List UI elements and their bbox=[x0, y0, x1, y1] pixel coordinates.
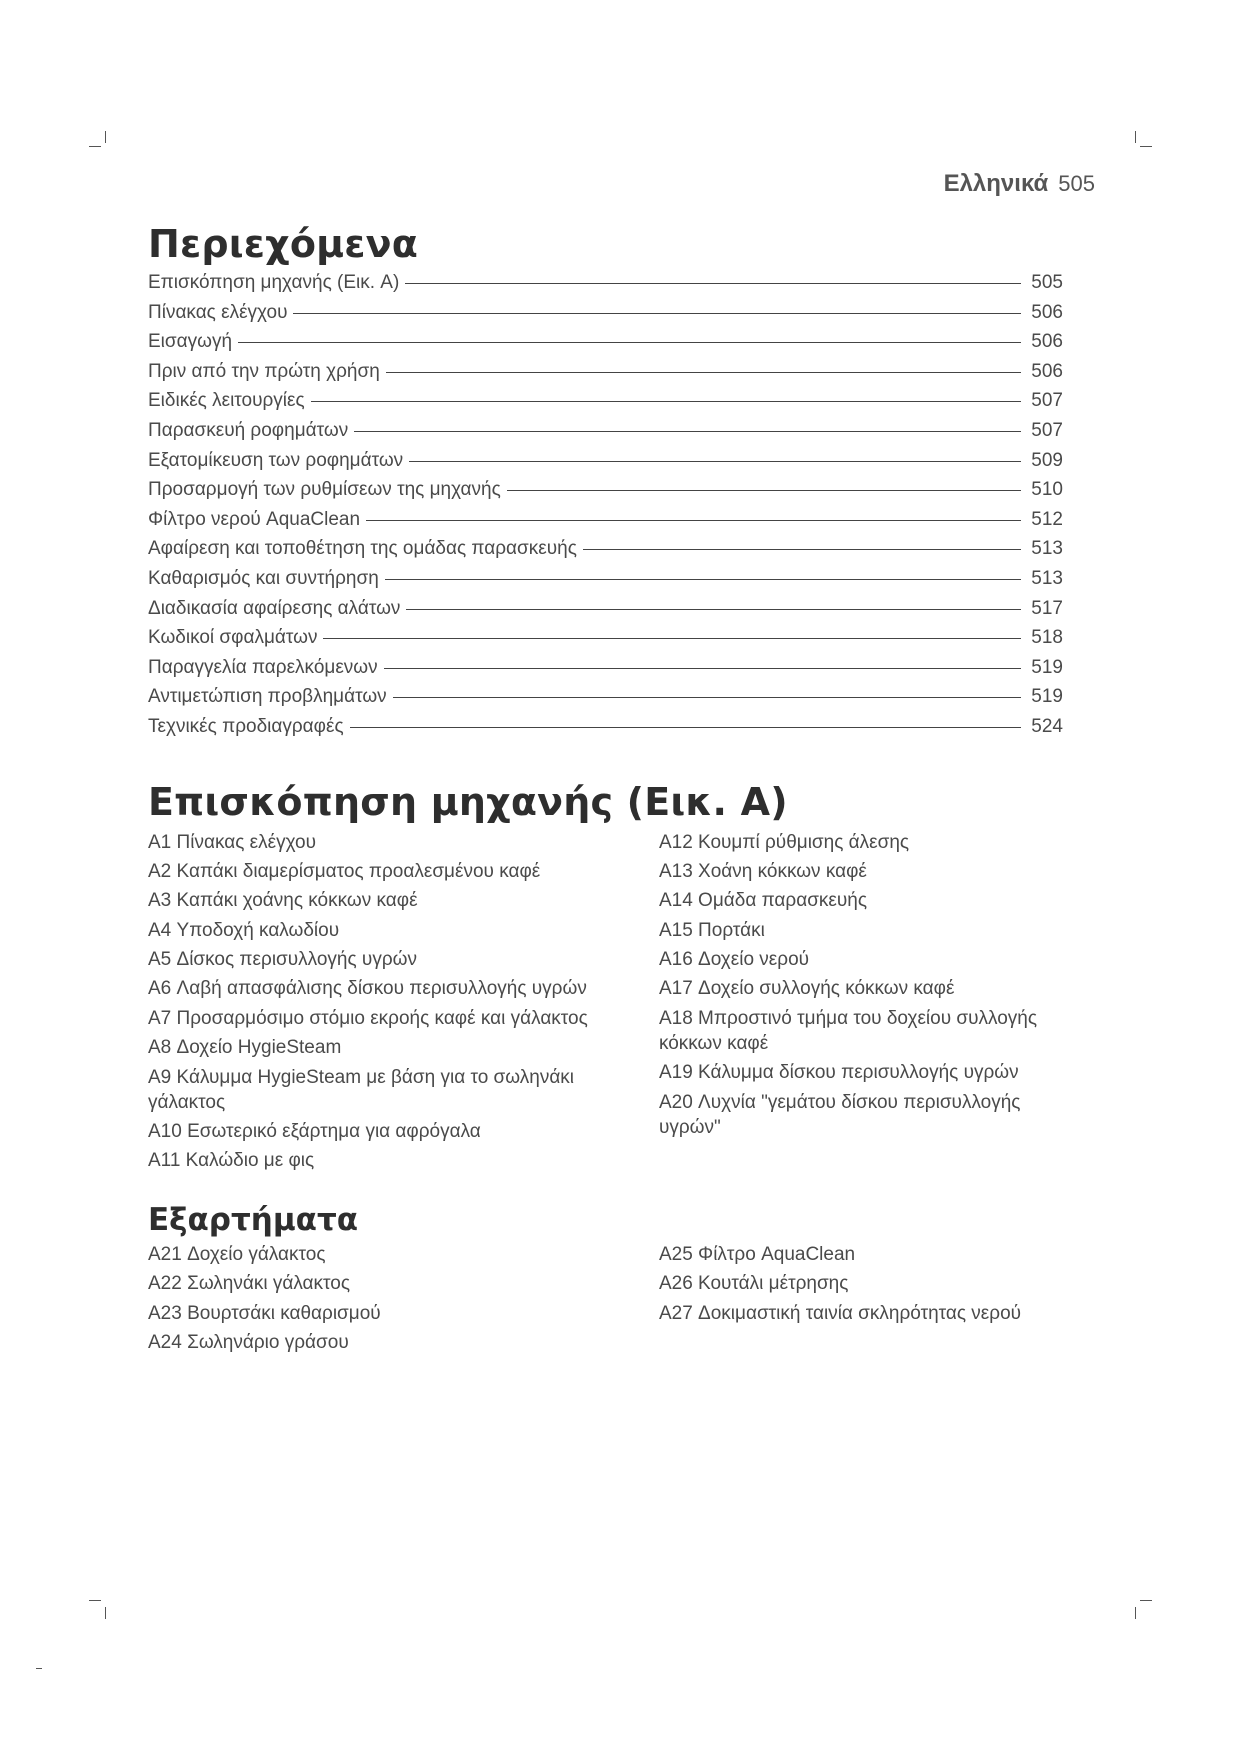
crop-mark bbox=[1140, 1600, 1152, 1601]
toc-entry-label: Επισκόπηση μηχανής (Εικ. A) bbox=[148, 272, 400, 293]
toc-entry[interactable] bbox=[148, 361, 1063, 391]
overview-item: A20 Λυχνία "γεμάτου δίσκου περισυλλογής υγρών" bbox=[658, 1091, 1021, 1138]
toc-entry[interactable] bbox=[148, 686, 1063, 716]
toc-entry-page: 509 bbox=[1031, 449, 1063, 471]
toc-entry-page: 507 bbox=[1031, 390, 1063, 412]
overview-item: A2 Καπάκι διαμερίσματος προαλεσμένου καφέ bbox=[148, 860, 541, 882]
accessory-item: A22 Σωληνάκι γάλακτος bbox=[148, 1273, 350, 1295]
toc-entry[interactable] bbox=[148, 272, 1063, 302]
crop-mark bbox=[1135, 131, 1136, 143]
toc-leader-line bbox=[386, 372, 1021, 373]
toc-entry-label: Αφαίρεση και τοποθέτηση της ομάδας παρασκευής bbox=[148, 538, 577, 560]
toc-leader-line bbox=[311, 401, 1021, 402]
toc-entry[interactable] bbox=[148, 509, 1063, 539]
overview-item: A13 Χοάνη κόκκων καφέ bbox=[658, 860, 867, 882]
toc-entry-label: Κωδικοί σφαλμάτων bbox=[148, 627, 318, 649]
toc-entry-page: 505 bbox=[1031, 272, 1063, 293]
toc-entry-page: 519 bbox=[1031, 686, 1063, 708]
crop-mark bbox=[36, 1668, 42, 1669]
toc-entry-page: 510 bbox=[1031, 479, 1063, 501]
accessories-right-column bbox=[659, 1242, 1068, 1360]
overview-right-column bbox=[659, 830, 1068, 1178]
toc-entry[interactable] bbox=[148, 450, 1063, 480]
crop-mark bbox=[89, 1600, 101, 1601]
toc-entry[interactable] bbox=[148, 420, 1063, 450]
accessory-item: A23 Βουρτσάκι καθαρισμού bbox=[148, 1302, 381, 1324]
toc-entry[interactable] bbox=[148, 390, 1063, 420]
overview-item: A9 Κάλυμμα HygieSteam με βάση για το σωληνάκι γάλακτος bbox=[148, 1066, 575, 1113]
overview-item: A3 Καπάκι χοάνης κόκκων καφέ bbox=[148, 890, 418, 912]
crop-mark bbox=[1135, 1607, 1136, 1619]
page-content bbox=[148, 222, 1068, 1359]
overview-item: A7 Προσαρμόσιμο στόμιο εκροής καφέ και γάλακτος bbox=[148, 1007, 588, 1029]
toc-leader-line bbox=[405, 283, 1021, 284]
overview-item: A6 Λαβή απασφάλισης δίσκου περισυλλογής υγρών bbox=[148, 978, 587, 1000]
toc-leader-line bbox=[409, 461, 1021, 462]
toc-entry-label: Τεχνικές προδιαγραφές bbox=[148, 715, 344, 737]
toc-leader-line bbox=[354, 431, 1021, 432]
overview-left-column bbox=[148, 830, 597, 1178]
toc-entry[interactable] bbox=[148, 598, 1063, 628]
header-language: Ελληνικά bbox=[943, 170, 1049, 197]
toc-leader-line bbox=[293, 313, 1021, 314]
toc-entry[interactable] bbox=[148, 302, 1063, 332]
overview-item: A16 Δοχείο νερού bbox=[658, 949, 810, 971]
header-page-number: 505 bbox=[1058, 171, 1095, 196]
toc-entry-label: Εξατομίκευση των ροφημάτων bbox=[148, 449, 404, 471]
accessories-title: Εξαρτήματα bbox=[148, 1201, 359, 1238]
toc-entry[interactable] bbox=[148, 627, 1063, 657]
overview-item: A1 Πίνακας ελέγχου bbox=[148, 831, 316, 853]
crop-mark bbox=[1140, 146, 1152, 147]
toc-entry-page: 507 bbox=[1031, 419, 1063, 441]
accessory-item: A24 Σωληνάριο γράσου bbox=[148, 1331, 349, 1353]
toc-entry-label: Προσαρμογή των ρυθμίσεων της μηχανής bbox=[148, 479, 501, 501]
toc-entry-page: 512 bbox=[1031, 508, 1063, 530]
toc-leader-line bbox=[384, 668, 1021, 669]
toc-entry-page: 506 bbox=[1031, 301, 1063, 323]
toc-entry-label: Αντιμετώπιση προβλημάτων bbox=[148, 686, 387, 708]
crop-mark bbox=[89, 146, 101, 147]
accessories-list bbox=[148, 1242, 1068, 1360]
page-header bbox=[944, 170, 1095, 198]
toc-entry-page: 506 bbox=[1031, 331, 1063, 353]
accessory-item: A27 Δοκιμαστική ταινία σκληρότητας νερού bbox=[658, 1302, 1022, 1324]
table-of-contents bbox=[148, 272, 1063, 746]
overview-item: A19 Κάλυμμα δίσκου περισυλλογής υγρών bbox=[658, 1062, 1019, 1084]
contents-title: Περιεχόμενα bbox=[148, 222, 419, 266]
overview-item: A12 Κουμπί ρύθμισης άλεσης bbox=[658, 831, 910, 853]
toc-entry-label: Διαδικασία αφαίρεσης αλάτων bbox=[148, 597, 401, 619]
toc-entry-page: 513 bbox=[1031, 567, 1063, 589]
toc-entry[interactable] bbox=[148, 538, 1063, 568]
toc-entry[interactable] bbox=[148, 716, 1063, 746]
crop-mark bbox=[105, 1607, 106, 1619]
crop-mark bbox=[105, 131, 106, 143]
overview-item: A5 Δίσκος περισυλλογής υγρών bbox=[148, 949, 417, 971]
overview-item: A10 Εσωτερικό εξάρτημα για αφρόγαλα bbox=[148, 1121, 481, 1143]
accessory-item: A21 Δοχείο γάλακτος bbox=[148, 1243, 326, 1265]
accessory-item: A25 Φίλτρο AquaClean bbox=[658, 1243, 856, 1265]
overview-title: Επισκόπηση μηχανής (Εικ. A) bbox=[148, 779, 788, 824]
toc-entry-label: Φίλτρο νερού AquaClean bbox=[148, 508, 361, 530]
overview-item: A17 Δοχείο συλλογής κόκκων καφέ bbox=[658, 978, 955, 1000]
toc-entry-label: Εισαγωγή bbox=[148, 331, 233, 353]
toc-leader-line bbox=[350, 727, 1021, 728]
overview-item: A15 Πορτάκι bbox=[658, 919, 765, 941]
toc-entry[interactable] bbox=[148, 331, 1063, 361]
toc-leader-line bbox=[406, 609, 1021, 610]
accessory-item: A26 Κουτάλι μέτρησης bbox=[658, 1273, 849, 1295]
toc-entry-label: Παρασκευή ροφημάτων bbox=[148, 419, 349, 441]
toc-entry-page: 513 bbox=[1031, 538, 1063, 560]
toc-entry[interactable] bbox=[148, 657, 1063, 687]
toc-entry-page: 518 bbox=[1031, 627, 1063, 649]
toc-entry-page: 524 bbox=[1031, 715, 1063, 737]
toc-leader-line bbox=[385, 579, 1021, 580]
overview-item: A18 Μπροστινό τμήμα του δοχείου συλλογής κόκκων καφέ bbox=[658, 1007, 1038, 1054]
toc-leader-line bbox=[507, 490, 1021, 491]
toc-leader-line bbox=[238, 342, 1021, 343]
toc-entry[interactable] bbox=[148, 568, 1063, 598]
toc-entry-label: Πριν από την πρώτη χρήση bbox=[148, 360, 380, 382]
toc-entry-label: Παραγγελία παρελκόμενων bbox=[148, 656, 378, 678]
overview-item: A14 Ομάδα παρασκευής bbox=[658, 890, 868, 912]
toc-entry-label: Καθαρισμός και συντήρηση bbox=[148, 567, 379, 589]
toc-leader-line bbox=[583, 549, 1021, 550]
overview-item: A4 Υποδοχή καλωδίου bbox=[148, 919, 340, 941]
toc-leader-line bbox=[323, 638, 1021, 639]
toc-entry-page: 519 bbox=[1031, 656, 1063, 678]
overview-item: A8 Δοχείο HygieSteam bbox=[148, 1037, 342, 1059]
toc-entry-page: 506 bbox=[1031, 360, 1063, 382]
toc-leader-line bbox=[393, 697, 1021, 698]
accessories-left-column bbox=[148, 1242, 597, 1360]
toc-entry-label: Πίνακας ελέγχου bbox=[148, 301, 288, 323]
overview-list bbox=[148, 830, 1068, 1178]
toc-leader-line bbox=[366, 520, 1021, 521]
toc-entry[interactable] bbox=[148, 479, 1063, 509]
overview-item: A11 Καλώδιο με φις bbox=[148, 1150, 315, 1172]
toc-entry-page: 517 bbox=[1031, 597, 1063, 619]
toc-entry-label: Ειδικές λειτουργίες bbox=[148, 390, 305, 412]
